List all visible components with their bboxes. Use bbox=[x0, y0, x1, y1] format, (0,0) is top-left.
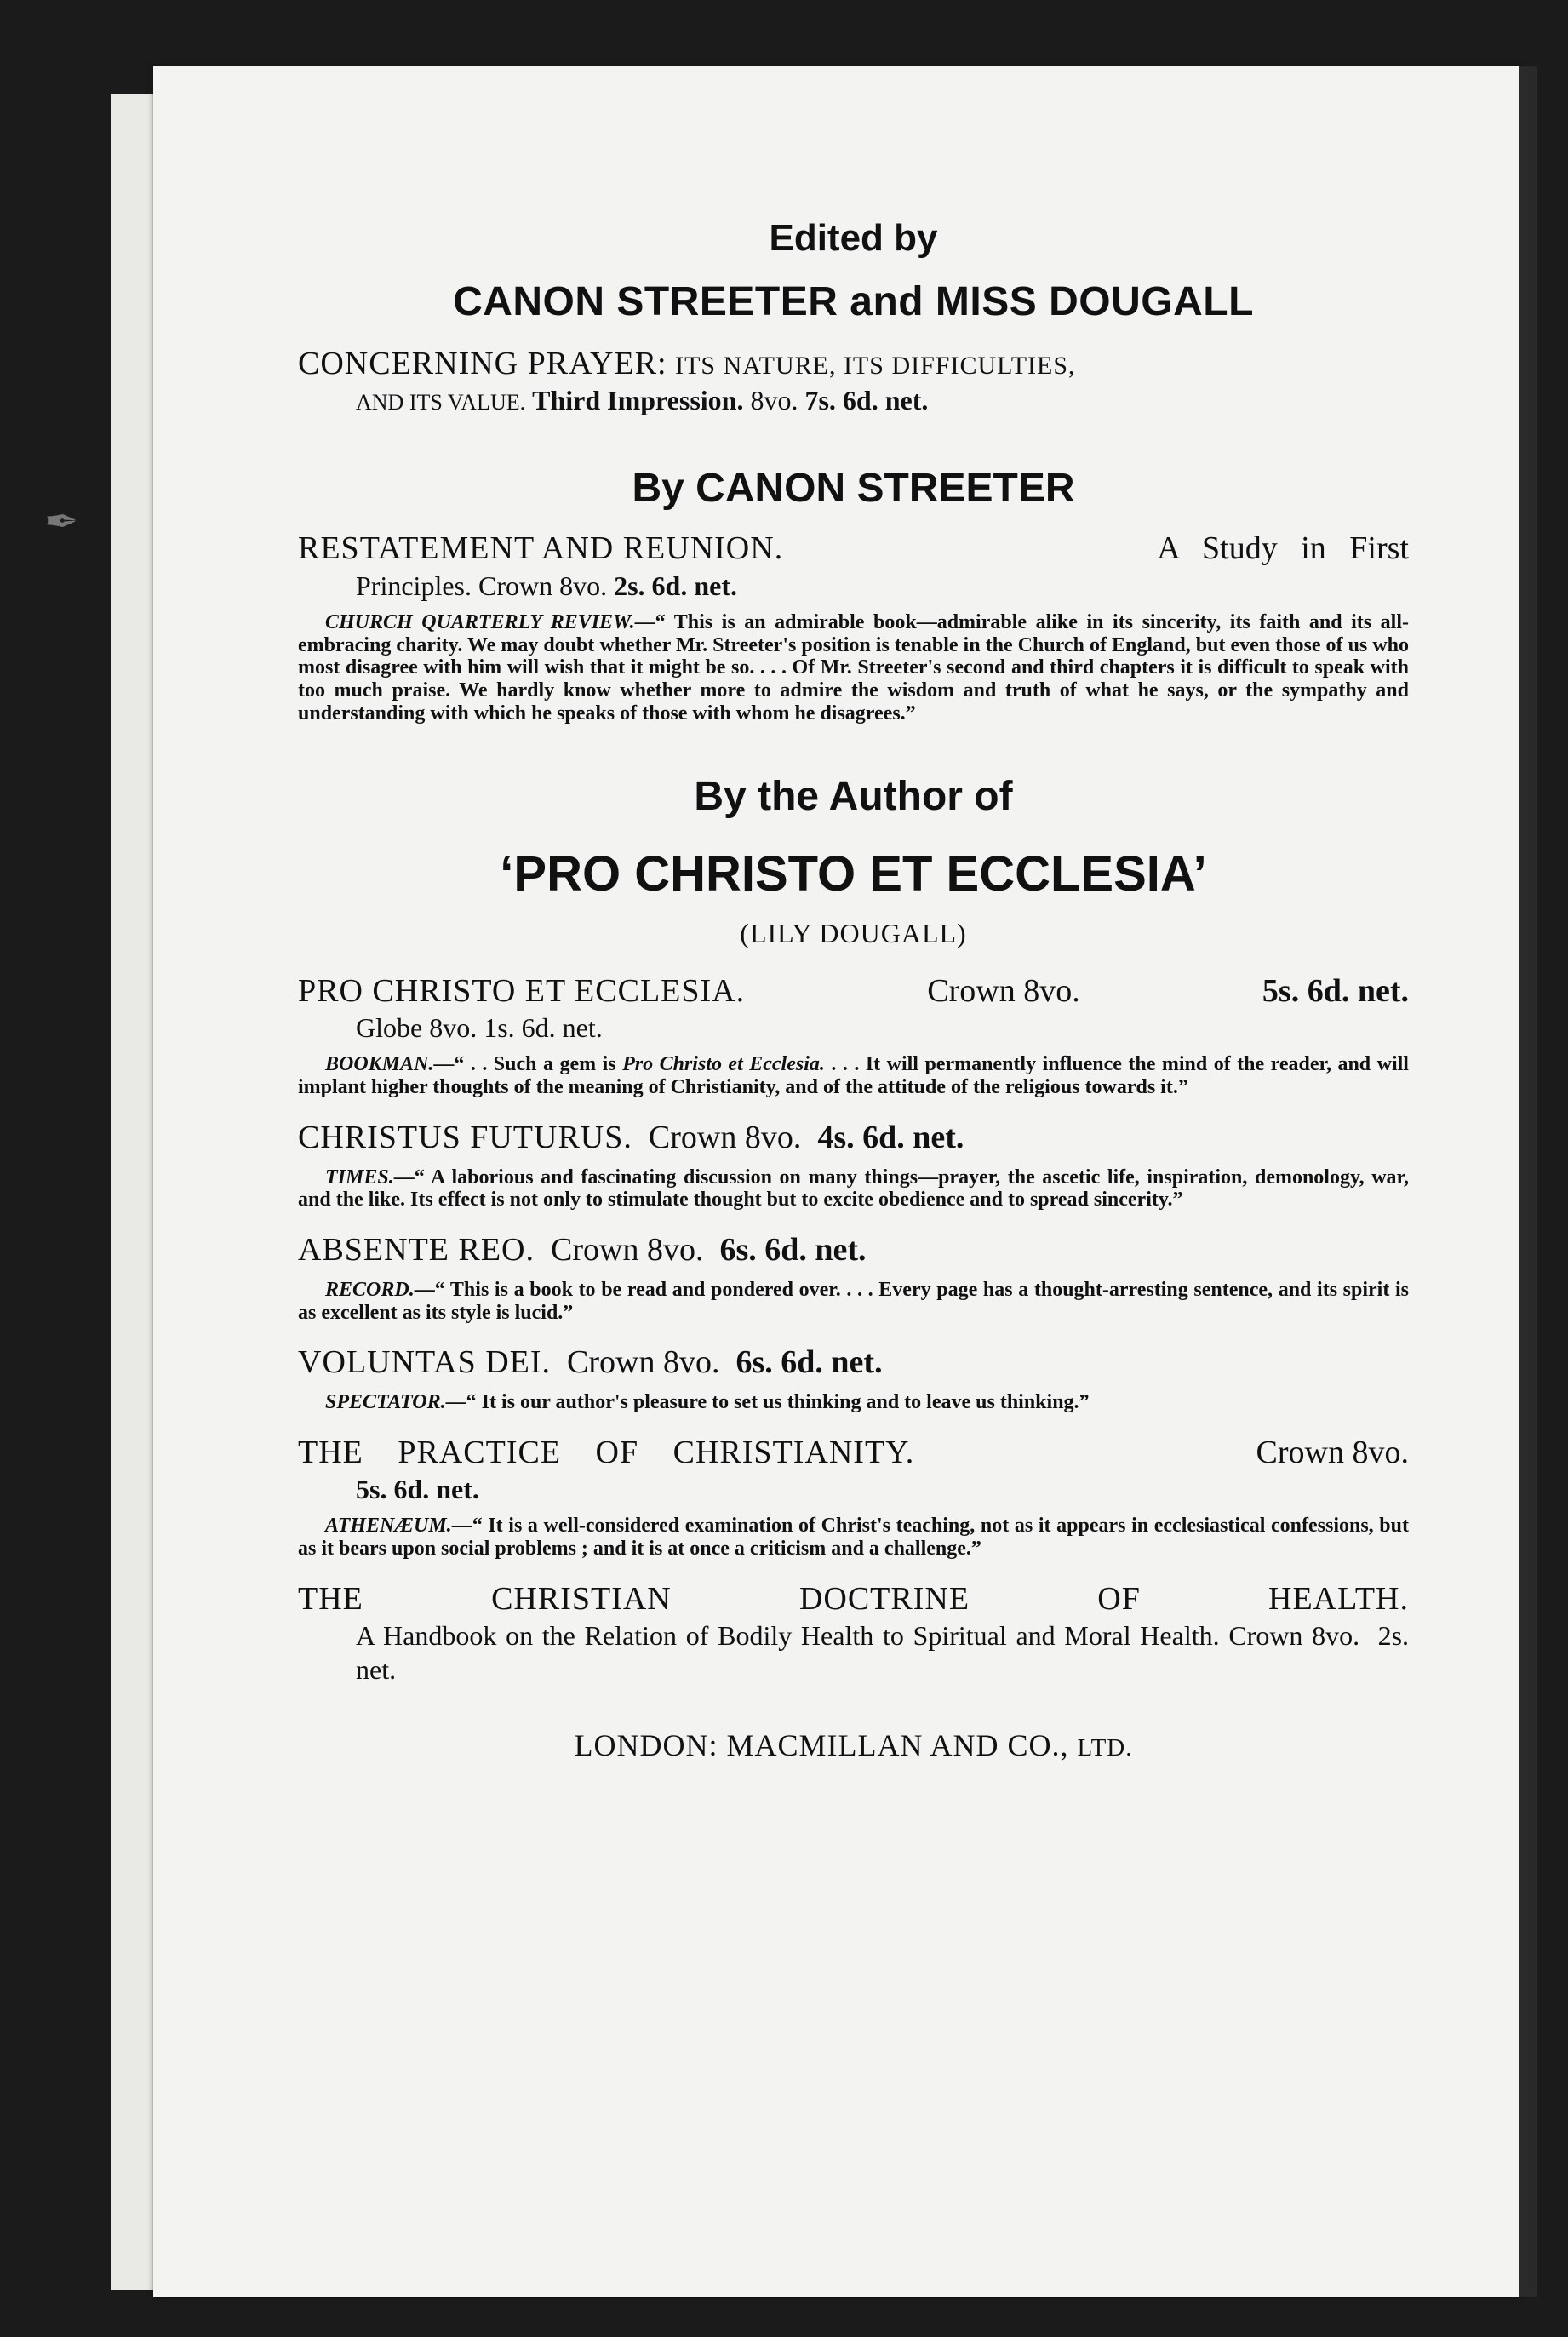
book-title: CONCERNING PRAYER: bbox=[298, 346, 667, 381]
book-format: Crown 8vo. bbox=[567, 1344, 720, 1381]
book-price: 2s. 6d. net. bbox=[614, 570, 737, 601]
book-entry-christian-doctrine-of-health bbox=[298, 1579, 1409, 1687]
book-title: RESTATEMENT AND REUNION. bbox=[298, 530, 784, 567]
right-page-edge bbox=[1519, 66, 1537, 2297]
author-name: (LILY DOUGALL) bbox=[740, 918, 967, 949]
publisher-name: LONDON: MACMILLAN AND CO., bbox=[574, 1728, 1069, 1763]
review-quote bbox=[298, 1391, 1409, 1414]
book-subtitle-cont: AND ITS VALUE. bbox=[356, 390, 526, 415]
restatement-entry bbox=[298, 529, 1409, 725]
book-price: 6s. 6d. net. bbox=[735, 1344, 883, 1381]
review-text: —“ This is an admirable book—admirable alike in its sincerity, its faith and its all-embracing charity. We may doubt whether Mr. Streeter's position is tenable in the Church of England, but even those of us who most disagree with him will wish that it might be so. . . . Of Mr. Streeter's second and third chapters it is difficult to speak with too much praise. We hardly know whether more to admire the wisdom and truth of what he says, or the sympathy and understanding with which he speaks of those with whom he disagrees.” bbox=[298, 610, 1409, 725]
book-entry-practice-of-christianity bbox=[298, 1433, 1409, 1561]
by-streeter-heading: By CANON STREETER bbox=[632, 466, 1075, 512]
by-author-heading: By the Author of bbox=[694, 774, 1013, 820]
review-quote bbox=[298, 1515, 1409, 1561]
author-book-heading: ‘PRO CHRISTO ET ECCLESIA’ bbox=[500, 846, 1207, 902]
book-title: PRO CHRISTO ET ECCLESIA. bbox=[298, 973, 746, 1010]
review-quote bbox=[298, 1279, 1409, 1325]
review-source: BOOKMAN. bbox=[325, 1053, 434, 1076]
book-subtitle: A Study in First bbox=[1157, 530, 1409, 567]
edition-note: Third Impression. bbox=[532, 385, 744, 416]
book-price: 5s. 6d. net. bbox=[356, 1474, 479, 1505]
book-format: Crown 8vo. bbox=[1228, 1620, 1360, 1652]
book-entry-absente-reo bbox=[298, 1230, 1409, 1324]
book-title: THE CHRISTIAN DOCTRINE OF HEALTH. bbox=[298, 1580, 1409, 1617]
book-format: Crown 8vo. bbox=[648, 1120, 802, 1156]
edited-by-heading: Edited by bbox=[769, 217, 938, 259]
book-price: 7s. 6d. net. bbox=[804, 385, 929, 416]
review-text: —“ It is our author's pleasure to set us thinking and to leave us thinking.” bbox=[445, 1390, 1090, 1413]
review-text: —“ This is a book to be read and pondered over. . . . Every page has a thought-arresting sentence, and its spirit is as excellent as its style is lucid.” bbox=[298, 1278, 1409, 1324]
book-title: VOLUNTAS DEI. bbox=[298, 1344, 552, 1381]
book-format: Crown 8vo. bbox=[1256, 1434, 1409, 1470]
book-entry-voluntas-dei bbox=[298, 1343, 1409, 1413]
margin-mark: ✒ bbox=[44, 500, 79, 545]
review-source: ATHENÆUM. bbox=[325, 1515, 452, 1538]
review-source: TIMES. bbox=[325, 1166, 394, 1189]
review-text: —“ A laborious and fascinating discussion on many things—prayer, the ascetic life, inspiration, demonology, war, and the like. Its effect is not only to stimulate thought but to excite obedience and to spread sincerity.” bbox=[298, 1166, 1409, 1211]
book-entry-pro-christo bbox=[298, 971, 1409, 1099]
review-source: CHURCH QUARTERLY REVIEW. bbox=[325, 610, 635, 633]
book-subtitle: A Handbook on the Relation of Bodily Health to Spiritual and Moral Health. bbox=[356, 1620, 1220, 1652]
book-price: 6s. 6d. net. bbox=[719, 1232, 867, 1269]
book-title: THE PRACTICE OF CHRISTIANITY. bbox=[298, 1434, 915, 1470]
book-title: CHRISTUS FUTURUS. bbox=[298, 1120, 632, 1156]
editors-heading: CANON STREETER and MISS DOUGALL bbox=[453, 279, 1254, 324]
book-edition-line: Globe 8vo. 1s. 6d. net. bbox=[356, 1012, 603, 1044]
book-format: Principles. Crown 8vo. bbox=[356, 570, 608, 601]
left-page-edge bbox=[111, 94, 155, 2290]
book-subtitle: ITS NATURE, ITS DIFFICULTIES, bbox=[675, 352, 1076, 380]
review-source: SPECTATOR. bbox=[325, 1390, 446, 1413]
book-price: 2s. net. bbox=[356, 1620, 1410, 1686]
book-price: 5s. 6d. net. bbox=[1262, 973, 1409, 1010]
review-source: RECORD. bbox=[325, 1278, 415, 1301]
book-format: Crown 8vo. bbox=[551, 1232, 704, 1269]
concerning-prayer-entry bbox=[298, 344, 1409, 417]
book-format: 8vo. bbox=[750, 385, 798, 416]
book-price: 4s. 6d. net. bbox=[817, 1120, 964, 1156]
book-entry-christus-futurus bbox=[298, 1118, 1409, 1211]
review-quote: BOOKMAN.—“ . . Such a gem is Pro Christo et Ecclesia. . . . It will permanently influence the mind of the reader, and will implant higher thoughts of the meaning of Christianity, and of the attitude of the religious towards it.” bbox=[298, 1053, 1409, 1099]
review-text: —“ It is a well-considered examination of Christ's teaching, not as it appears in ecclesiastical confessions, but as it bears upon social problems ; and it is at once a criticism and a challenge.” bbox=[298, 1515, 1409, 1560]
publisher-imprint bbox=[298, 1727, 1409, 1763]
book-title: ABSENTE REO. bbox=[298, 1232, 535, 1269]
review-quote bbox=[298, 1166, 1409, 1212]
publisher-suffix: LTD. bbox=[1077, 1734, 1133, 1762]
page-content bbox=[298, 217, 1409, 1763]
review-quote bbox=[298, 611, 1409, 725]
book-format: Crown 8vo. bbox=[927, 973, 1080, 1010]
